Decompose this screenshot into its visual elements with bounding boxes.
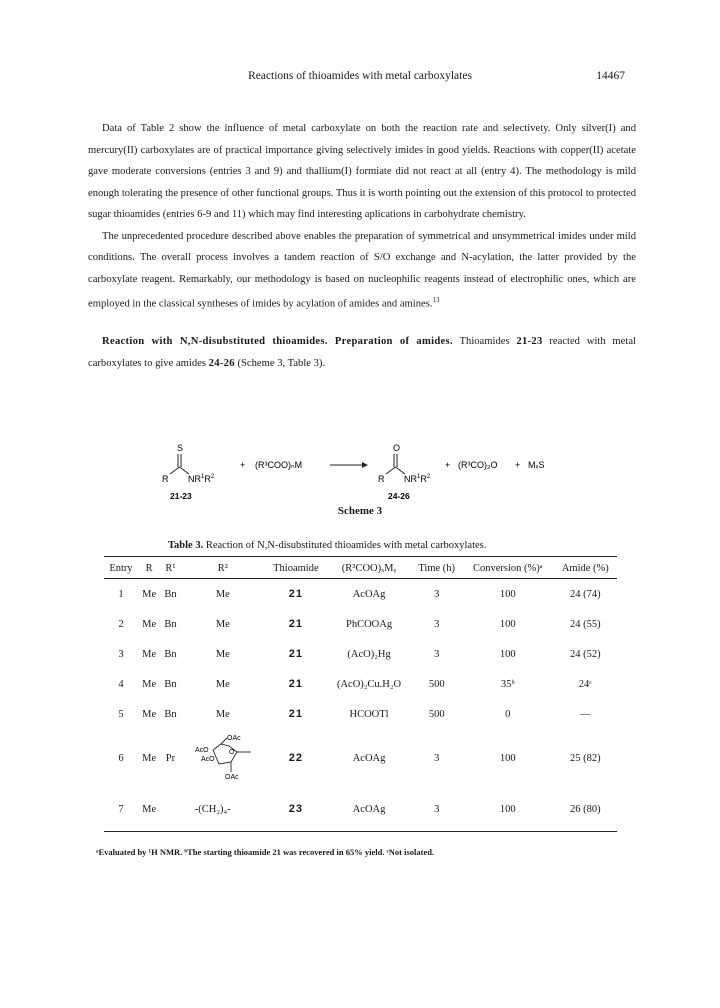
arrow-head bbox=[362, 462, 368, 468]
cell: Me bbox=[215, 588, 230, 600]
cell: Me bbox=[142, 648, 157, 660]
cell: Me bbox=[215, 678, 230, 690]
byproduct: (R³CO)₂O bbox=[458, 460, 498, 470]
plus-sign: + bbox=[515, 460, 521, 470]
cell: 3 bbox=[434, 752, 440, 764]
table-row bbox=[104, 609, 617, 639]
r-label: R bbox=[378, 474, 385, 484]
cell: PhCOOAg bbox=[346, 618, 393, 630]
table-label: Table 3. bbox=[168, 540, 204, 551]
superscript: 2 bbox=[426, 474, 431, 480]
col-header: Conversion (%)ᵃ bbox=[462, 557, 554, 579]
oac-label: OAc bbox=[224, 773, 239, 781]
col-header: Thioamide bbox=[265, 557, 327, 579]
cell: HCOOTl bbox=[349, 708, 389, 720]
cell: Bn bbox=[164, 648, 177, 660]
results-table bbox=[104, 556, 617, 832]
scheme-caption: Scheme 3 bbox=[337, 505, 383, 517]
cell: Me bbox=[142, 752, 157, 764]
sulfur-label: S bbox=[177, 443, 184, 453]
aco-label: AcO bbox=[194, 746, 209, 754]
r-label: R bbox=[420, 474, 427, 484]
cell: 100 bbox=[499, 752, 516, 764]
cell: 24ᶜ bbox=[578, 678, 592, 690]
superscript: 2 bbox=[210, 474, 215, 480]
cell: AcOAg bbox=[327, 787, 412, 832]
aco-label: AcO bbox=[200, 755, 215, 763]
cell: Me bbox=[142, 708, 157, 720]
cell: 100 bbox=[462, 787, 554, 832]
cell: 23 bbox=[265, 787, 327, 832]
cell: 22 bbox=[288, 752, 303, 764]
oxygen-label: O bbox=[393, 443, 401, 453]
cell: AcOAg bbox=[352, 588, 386, 600]
table-header-row bbox=[104, 557, 617, 579]
cell: 21 bbox=[288, 618, 303, 630]
svg-text:NR1R2 bbox=[188, 474, 215, 484]
ring-oxygen-label: O bbox=[228, 748, 235, 756]
compound-label: 24-26 bbox=[388, 491, 410, 501]
superscript: 1 bbox=[201, 474, 205, 480]
plus-sign: + bbox=[445, 460, 451, 470]
cell: Me bbox=[215, 618, 230, 630]
table-caption bbox=[168, 540, 486, 551]
table-row bbox=[104, 579, 617, 610]
r-label: R bbox=[204, 474, 211, 484]
cell: Me bbox=[142, 618, 157, 630]
cell: 100 bbox=[499, 648, 516, 660]
cell: 24 (52) bbox=[569, 648, 601, 660]
cell: 500 bbox=[428, 708, 445, 720]
col-header: R² bbox=[181, 557, 266, 579]
reference-mark: 13 bbox=[432, 296, 440, 304]
table-row bbox=[104, 787, 617, 832]
table-caption-text: Reaction of N,N-disubstituted thioamides with metal carboxylates. bbox=[205, 540, 487, 551]
cell: Pr bbox=[165, 752, 176, 764]
paragraph bbox=[88, 226, 636, 316]
cell: Bn bbox=[164, 678, 177, 690]
col-header: R¹ bbox=[160, 557, 180, 579]
body-text bbox=[88, 118, 636, 374]
cell: 0 bbox=[505, 708, 511, 720]
byproduct: MₓS bbox=[528, 460, 545, 470]
nr-label: NR bbox=[188, 474, 201, 484]
page-header bbox=[0, 70, 720, 90]
cell: Me bbox=[215, 708, 230, 720]
r-label: R bbox=[162, 474, 169, 484]
bond bbox=[396, 467, 406, 474]
cell: 3 bbox=[434, 648, 440, 660]
sugar-structure bbox=[191, 732, 255, 782]
cell: 7 bbox=[104, 787, 138, 832]
cell: 3 bbox=[434, 588, 440, 600]
cell: 35ᵇ bbox=[500, 678, 515, 690]
page-number: 14467 bbox=[596, 70, 625, 82]
cell: Bn bbox=[164, 618, 177, 630]
cell: Me bbox=[142, 678, 157, 690]
running-title: Reactions of thioamides with metal carboxylates bbox=[248, 70, 472, 82]
paragraph-text: The unprecedented procedure described above enables the preparation of symmetrical and unsymmetrical imides under mild conditions. The overall process involves a tandem reaction of S/O exchange and N-acylation, the latter provided by the carboxylate reagent. Remarkably, our methodology is based on nucleophilic reagents instead of electrophilic ones, which are employed in the classical syntheses of imides by acylation of amides and amines. bbox=[88, 230, 636, 310]
section-text: Thioamides bbox=[459, 336, 517, 348]
section-text: reacted with metal carboxylates to give amides bbox=[88, 336, 636, 369]
cell: 6 bbox=[118, 752, 124, 764]
cell: Me bbox=[142, 588, 157, 600]
cell: Me bbox=[138, 787, 160, 832]
table-row bbox=[104, 699, 617, 729]
cell: 3 bbox=[118, 648, 124, 660]
cell: 21 bbox=[288, 588, 303, 600]
col-header: Amide (%) bbox=[554, 557, 617, 579]
cell: 21 bbox=[288, 708, 303, 720]
cell: Bn bbox=[164, 708, 177, 720]
cell: 26 (80) bbox=[554, 787, 617, 832]
cell: 500 bbox=[428, 678, 445, 690]
col-header: Time (h) bbox=[411, 557, 462, 579]
paragraph: Data of Table 2 show the influence of metal carboxylate on both the reaction rate and selectivety. Only silver(I) and mercury(II) carboxylates are of practical importance giving selectively imides in good yields. Reactions with copper(II) acetate gave moderate conversions (entries 3 and 9) and thallium(I) formiate did not react at all (entry 4). The methodology is mild enough tolerating the presence of other functional groups. Thus it is worth pointing out the extension of this protocol to protected sugar thioamides (entries 6-9 and 11) which may find interesting aplications in carbohydrate chemistry. bbox=[88, 123, 636, 220]
col-header: Entry bbox=[104, 557, 138, 579]
table-row bbox=[104, 669, 617, 699]
table-row bbox=[104, 639, 617, 669]
plus-sign: + bbox=[240, 460, 246, 470]
cell: Bn bbox=[164, 588, 177, 600]
bond bbox=[180, 467, 190, 474]
cell: 1 bbox=[118, 588, 124, 600]
bond bbox=[170, 467, 180, 474]
cell: 21 bbox=[288, 648, 303, 660]
cell: 100 bbox=[499, 588, 516, 600]
compound-label: 21-23 bbox=[170, 491, 192, 501]
section-heading: Reaction with N,N-disubstituted thioamides. Preparation of amides. bbox=[102, 336, 453, 348]
bond bbox=[386, 467, 396, 474]
sugar-structure-cell bbox=[181, 729, 266, 787]
cell: — bbox=[580, 708, 591, 720]
reagent: (R³COO)ₙM bbox=[255, 460, 303, 470]
cell: (AcO)₂Cu.H₂O bbox=[336, 678, 402, 690]
cell: AcOAg bbox=[352, 752, 386, 764]
cell: 21 bbox=[288, 678, 303, 690]
cell: 24 (74) bbox=[569, 588, 601, 600]
cell: 3 bbox=[434, 618, 440, 630]
oac-label: OAc bbox=[226, 734, 241, 742]
cell: 100 bbox=[499, 618, 516, 630]
superscript: 1 bbox=[417, 474, 421, 480]
table-footnote: ᵃEvaluated by ¹H NMR. ᵇThe starting thioamide 21 was recovered in 65% yield. ᶜNot isolated. bbox=[96, 847, 435, 857]
cell: 2 bbox=[118, 618, 124, 630]
cell: 25 (82) bbox=[569, 752, 601, 764]
cell: Me bbox=[215, 648, 230, 660]
cell: 3 bbox=[411, 787, 462, 832]
section-paragraph bbox=[88, 331, 636, 374]
cell: (AcO)₂Hg bbox=[347, 648, 391, 660]
compound-ref: 24-26 bbox=[208, 357, 235, 369]
cell: 24 (55) bbox=[569, 618, 601, 630]
cell: -(CH₂)₄- bbox=[160, 787, 265, 832]
nr-label: NR bbox=[404, 474, 417, 484]
cell: 4 bbox=[118, 678, 124, 690]
col-header: (R³COO)ₓMᵧ bbox=[327, 557, 412, 579]
col-header: R bbox=[138, 557, 160, 579]
cell: 5 bbox=[118, 708, 124, 720]
table-row bbox=[104, 729, 617, 787]
svg-text:NR1R2 bbox=[404, 474, 431, 484]
section-text: (Scheme 3, Table 3). bbox=[234, 357, 326, 369]
compound-ref: 21-23 bbox=[516, 336, 543, 348]
